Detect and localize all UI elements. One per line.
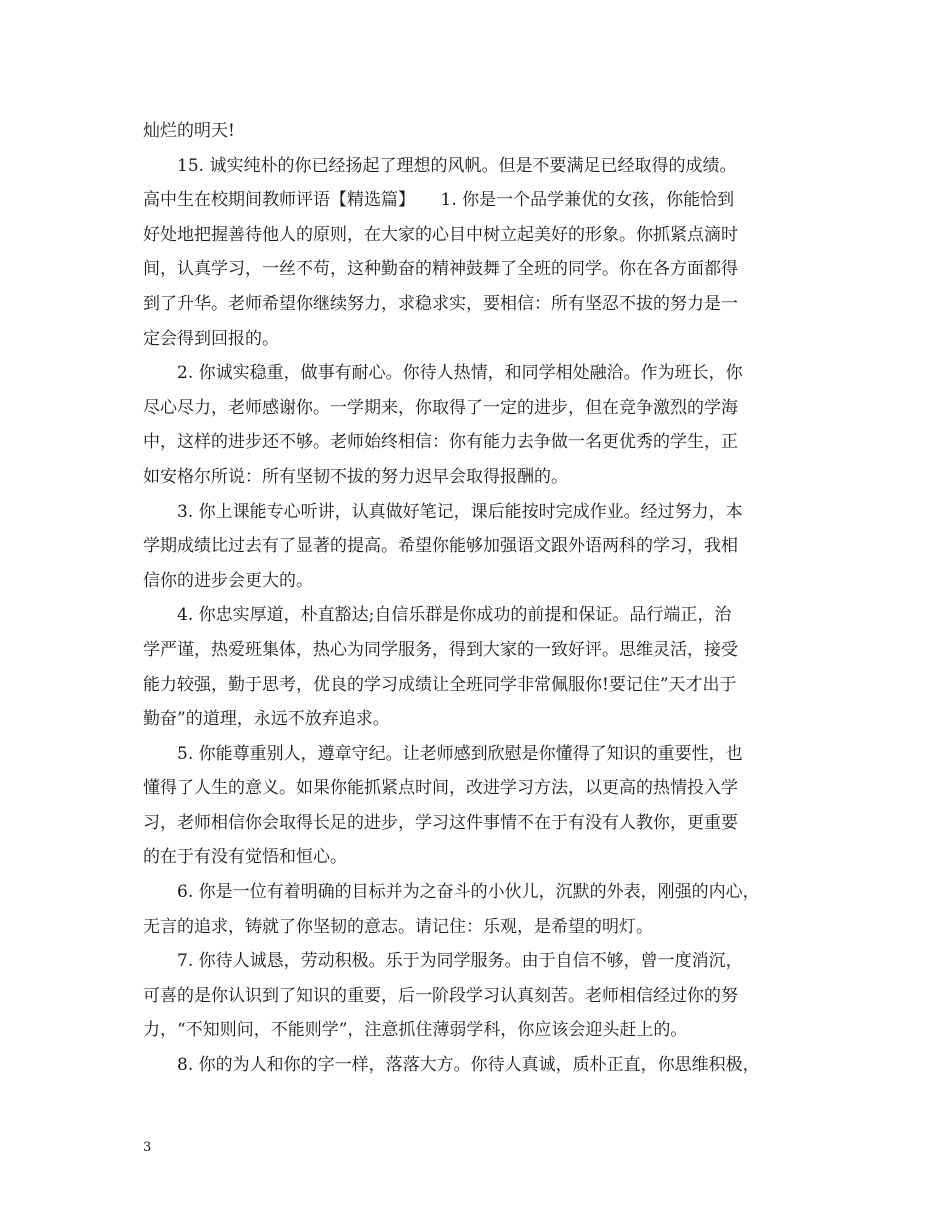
- text-line: 高中生在校期间教师评语【精选篇】 1. 你是一个品学兼优的女孩，你能恰到: [143, 190, 735, 211]
- text-line: 好处地把握善待他人的原则，在大家的心目中树立起美好的形象。你抓紧点滴时: [143, 224, 738, 245]
- text-line: 中，这样的进步还不够。老师始终相信：你有能力去争做一名更优秀的学生，正: [143, 432, 738, 453]
- text-line: 5. 你能尊重别人，遵章守纪。让老师感到欣慰是你懂得了知识的重要性，也: [177, 743, 743, 764]
- text-line: 能力较强，勤于思考，优良的学习成绩让全班同学非常佩服你!要记住”天才出于: [143, 674, 737, 695]
- text-line: 勤奋”的道理，永远不放弃追求。: [143, 709, 390, 730]
- text-line: 信你的进步会更大的。: [143, 570, 313, 591]
- text-line: 3. 你上课能专心听讲，认真做好笔记，课后能按时完成作业。经过努力，本: [177, 501, 743, 522]
- text-line: 到了升华。老师希望你继续努力，求稳求实，要相信：所有坚忍不拔的努力是一: [143, 293, 738, 314]
- text-line: 7. 你待人诚恳，劳动积极。乐于为同学服务。由于自信不够，曾一度消沉，: [177, 951, 743, 972]
- text-line: 习，老师相信你会取得长足的进步，学习这件事情不在于有没有人教你，更重要: [143, 812, 738, 833]
- text-line: 6. 你是一位有着明确的目标并为之奋斗的小伙儿，沉默的外表，刚强的内心，: [177, 882, 760, 903]
- text-line: 无言的追求，铸就了你坚韧的意志。请记住：乐观，是希望的明灯。: [143, 916, 653, 937]
- text-line: 如安格尔所说：所有坚韧不拔的努力迟早会取得报酬的。: [143, 466, 568, 487]
- text-line: 学严谨，热爱班集体，热心为同学服务，得到大家的一致好评。思维灵活，接受: [143, 639, 738, 660]
- text-line: 15. 诚实纯朴的你已经扬起了理想的风帆。但是不要满足已经取得的成绩。: [177, 155, 737, 176]
- text-line: 定会得到回报的。: [143, 328, 279, 349]
- text-line: 4. 你忠实厚道，朴直豁达;自信乐群是你成功的前提和保证。品行端正，治: [177, 605, 732, 626]
- page-number: 3: [143, 1140, 152, 1155]
- text-line: 学期成绩比过去有了显著的提高。希望你能够加强语文跟外语两科的学习，我相: [143, 536, 738, 557]
- text-line: 间，认真学习，一丝不苟，这种勤奋的精神鼓舞了全班的同学。你在各方面都得: [143, 259, 738, 280]
- text-line: 力，“不知则问，不能则学”，注意抓住薄弱学科，你应该会迎头赶上的。: [143, 1020, 688, 1041]
- text-line: 2. 你诚实稳重，做事有耐心。你待人热情，和同学相处融洽。作为班长，你: [177, 363, 743, 384]
- text-line: 可喜的是你认识到了知识的重要，后一阶段学习认真刻苦。老师相信经过你的努: [143, 985, 738, 1006]
- text-line: 尽心尽力，老师感谢你。一学期来，你取得了一定的进步，但在竞争激烈的学海: [143, 397, 738, 418]
- text-line: 懂得了人生的意义。如果你能抓紧点时间，改进学习方法，以更高的热情投入学: [143, 778, 738, 799]
- text-line: 的在于有没有觉悟和恒心。: [143, 847, 347, 868]
- text-line: 灿烂的明天!: [143, 121, 235, 141]
- text-line: 8. 你的为人和你的字一样，落落大方。你待人真诚，质朴正直，你思维积极，: [177, 1055, 760, 1076]
- document-body: [143, 114, 809, 1083]
